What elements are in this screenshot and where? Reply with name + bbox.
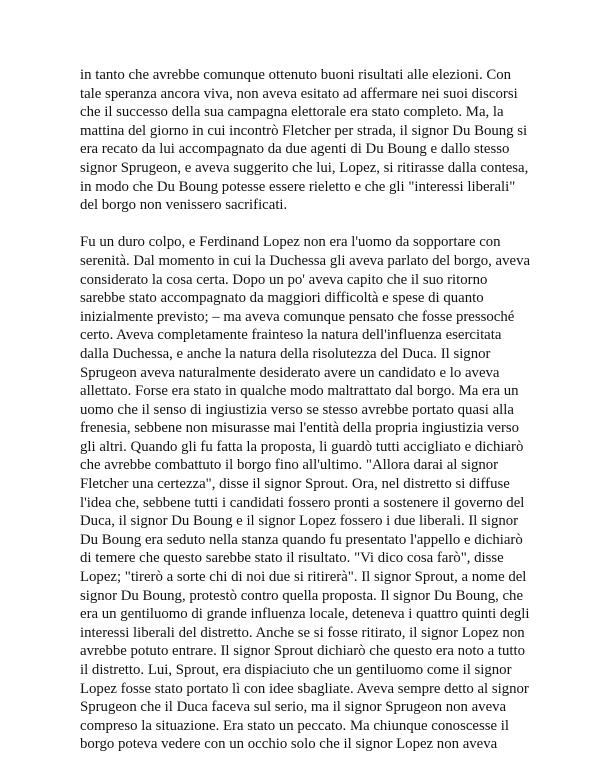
text-line: Du Boung era seduto nella stanza quando fu presentato l'appello e dichiarò [80,531,523,548]
text-line: Fletcher una certezza", disse il signor Sprout. Ora, nel distretto si diffuse [80,476,510,493]
text-line: Lopez fosse stato portato lì con idee sbagliate. Aveva sempre detto al signor [80,680,529,697]
text-line: che avrebbe combattuto il borgo fino all'ultimo. "Allora darai al signor [80,457,499,474]
text-line: in modo che Du Boung potesse essere rieletto e che gli "interessi liberali" [80,178,516,195]
text-line: sarebbe stato accompagnato da maggiori difficoltà e spese di quanto [80,290,484,307]
paragraph-1 [80,66,529,215]
text-line: certo. Aveva completamente frainteso la natura dell'influenza esercitata [80,327,502,344]
text-line: interessi liberali del distretto. Anche se si fosse ritirato, il signor Lopez non [80,624,525,641]
text-line: del borgo non venissero sacrificati. [80,197,288,214]
paragraph-2 [80,233,531,754]
text-line: dalla Duchessa, e anche la natura della risolutezza del Duca. Il signor [80,345,491,362]
text-line: serenità. Dal momento in cui la Duchessa gli aveva parlato del borgo, aveva [80,252,531,269]
text-line: Sprugeon che il Duca faceva sul serio, ma il signor Sprugeon non aveva [80,699,507,716]
text-line: compreso la situazione. Era stato un peccato. Ma chiunque conoscesse il [80,717,509,734]
paragraph-gap [80,215,520,234]
text-line: che il successo della sua campagna elettorale era stato completo. Ma, la [80,104,504,121]
text-line: signor Sprugeon, e aveva suggerito che lui, Lopez, si ritirasse dalla contesa, [80,159,529,176]
text-line: signor Du Boung, protestò contro quella proposta. Il signor Du Boung, che [80,587,524,604]
text-line: l'idea che, sebbene tutti i candidati fossero pronti a sostenere il governo del [80,494,525,511]
text-line: borgo poteva vedere con un occhio solo che il signor Lopez non aveva [80,736,498,753]
text-line: il distretto. Lui, Sprout, era dispiaciuto che un gentiluomo come il signor [80,662,512,678]
text-line: avrebbe potuto entrare. Il signor Sprout dichiarò che questo era noto a tutto [80,643,526,660]
text-line: era recato da lui accompagnato da due agenti di Du Boung e dallo stesso [80,141,510,158]
text-line: in tanto che avrebbe comunque ottenuto buoni risultati alle elezioni. Con [80,67,512,83]
text-line: allettato. Forse era stato in qualche modo maltrattato dal borgo. Ma era un [80,383,519,400]
text-line: Fu un duro colpo, e Ferdinand Lopez non era l'uomo da sopportare con [80,234,501,251]
text-line: tale speranza ancora viva, non aveva esitato ad affermare nei suoi discorsi [80,85,518,102]
text-line: di temere che questo sarebbe stato il risultato. "Vi dico cosa farò", disse [80,550,504,567]
text-line: uomo che il senso di ingiustizia verso se stesso avrebbe portato quasi alla [80,401,514,418]
text-line: frenesia, sebbene non misurasse mai l'entità della propria ingiustizia verso [80,420,520,437]
text-line: considerato la cosa certa. Dopo un po' aveva capito che il suo ritorno [80,271,488,288]
text-line: gli altri. Quando gli fu fatta la proposta, li guardò tutti accigliato e dichiarò [80,438,524,455]
text-line: mattina del giorno in cui incontrò Fletcher per strada, il signor Du Boung si [80,122,528,139]
text-line: Sprugeon aveva naturalmente desiderato avere un candidato e lo aveva [80,364,500,381]
text-line: inizialmente previsto; – ma aveva comunque pensato che fosse pressoché [80,308,515,325]
document-page [80,66,531,754]
text-line: Duca, il signor Du Boung e il signor Lopez fossero i due liberali. Il signor [80,513,519,530]
text-line: era un gentiluomo di grande influenza locale, deteneva i quattro quinti degli [80,606,530,623]
text-line: Lopez; "tirerò a sorte chi di noi due si ritirerà". Il signor Sprout, a nome del [80,569,527,586]
